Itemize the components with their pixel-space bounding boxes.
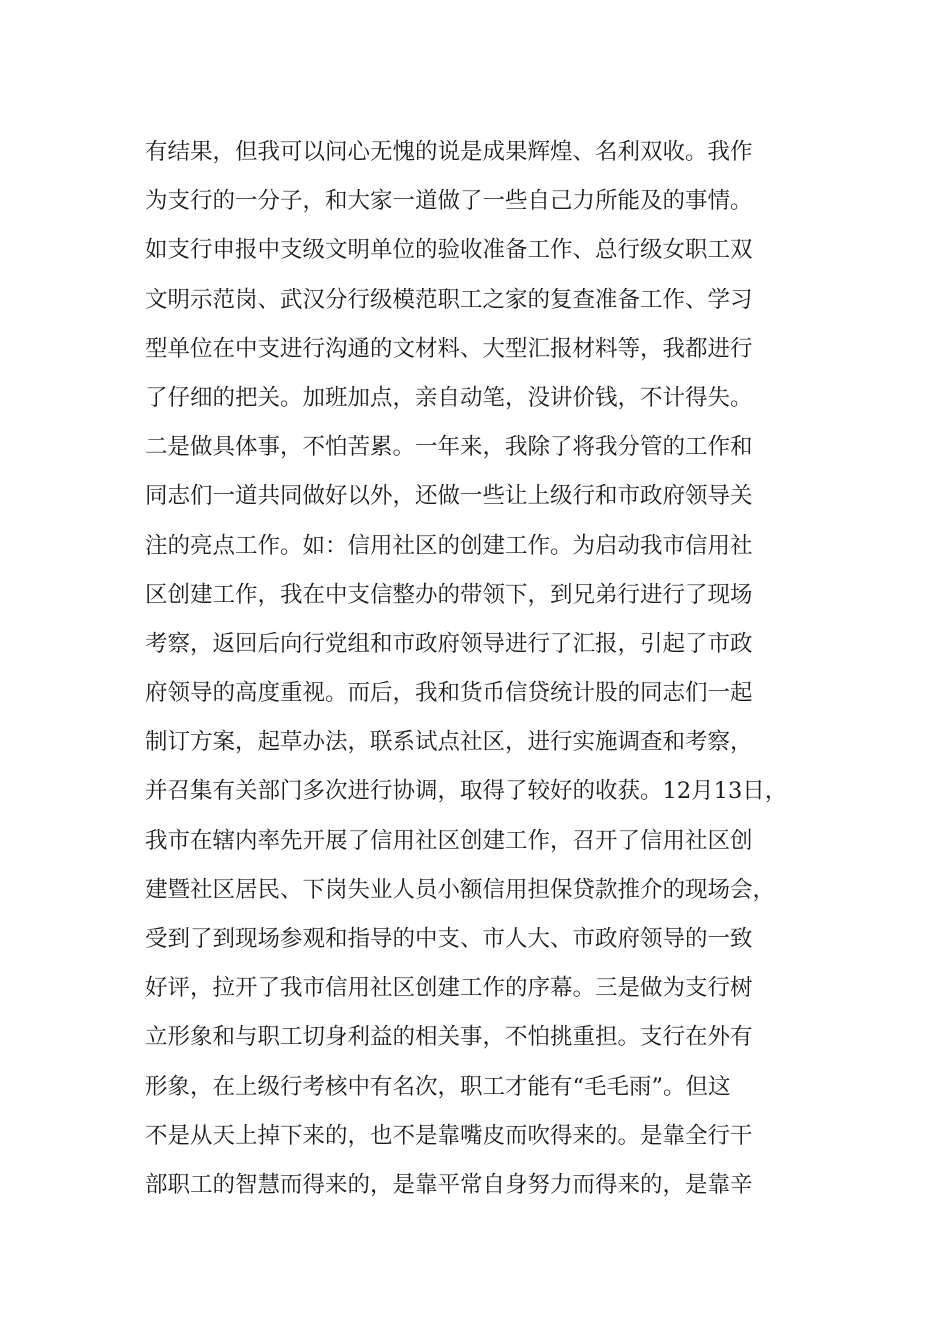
text-line: 制订方案，起草办法，联系试点社区，进行实施调查和考察， [145,729,753,756]
text-line: 部职工的智慧而得来的，是靠平常自身努力而得来的，是靠辛 [145,1171,753,1198]
text-line: 如支行申报中支级文明单位的验收准备工作、总行级女职工双 [145,237,753,264]
text-line: 二是做具体事，不怕苦累。一年来，我除了将我分管的工作和 [145,434,753,461]
text-line: 立形象和与职工切身利益的相关事，不怕挑重担。支行在外有 [145,1024,753,1051]
text-line: 不是从天上掉下来的，也不是靠嘴皮而吹得来的。是靠全行干 [145,1122,753,1149]
text-line: 区创建工作，我在中支信整办的带领下，到兄弟行进行了现场 [145,581,753,608]
text-line: 好评，拉开了我市信用社区创建工作的序幕。三是做为支行树 [145,975,753,1002]
text-line: 为支行的一分子，和大家一道做了一些自己力所能及的事情。 [145,188,753,215]
text-line: 形象，在上级行考核中有名次，职工才能有“毛毛雨”。但这 [145,1073,731,1100]
text-line: 我市在辖内率先开展了信用社区创建工作，召开了信用社区创 [145,827,753,854]
text-line: 并召集有关部门多次进行协调，取得了较好的收获。12月13日， [145,778,788,805]
text-line: 考察，返回后向行党组和市政府领导进行了汇报，引起了市政 [145,630,753,657]
text-line: 文明示范岗、武汉分行级模范职工之家的复查准备工作、学习 [145,286,753,313]
text-line: 了仔细的把关。加班加点，亲自动笔，没讲价钱，不计得失。 [145,384,753,411]
text-line: 建暨社区居民、下岗失业人员小额信用担保贷款推介的现场会， [145,876,776,903]
text-line: 同志们一道共同做好以外，还做一些让上级行和市政府领导关 [145,483,753,510]
text-line: 注的亮点工作。如：信用社区的创建工作。为启动我市信用社 [145,532,753,559]
text-line: 受到了到现场参观和指导的中支、市人大、市政府领导的一致 [145,926,753,952]
text-line: 型单位在中支进行沟通的文材料、大型汇报材料等，我都进行 [145,335,753,362]
text-line: 有结果，但我可以问心无愧的说是成果辉煌、名利双收。我作 [145,139,753,165]
body-text [145,128,835,1210]
text-line: 府领导的高度重视。而后，我和货币信贷统计股的同志们一起 [145,680,753,707]
